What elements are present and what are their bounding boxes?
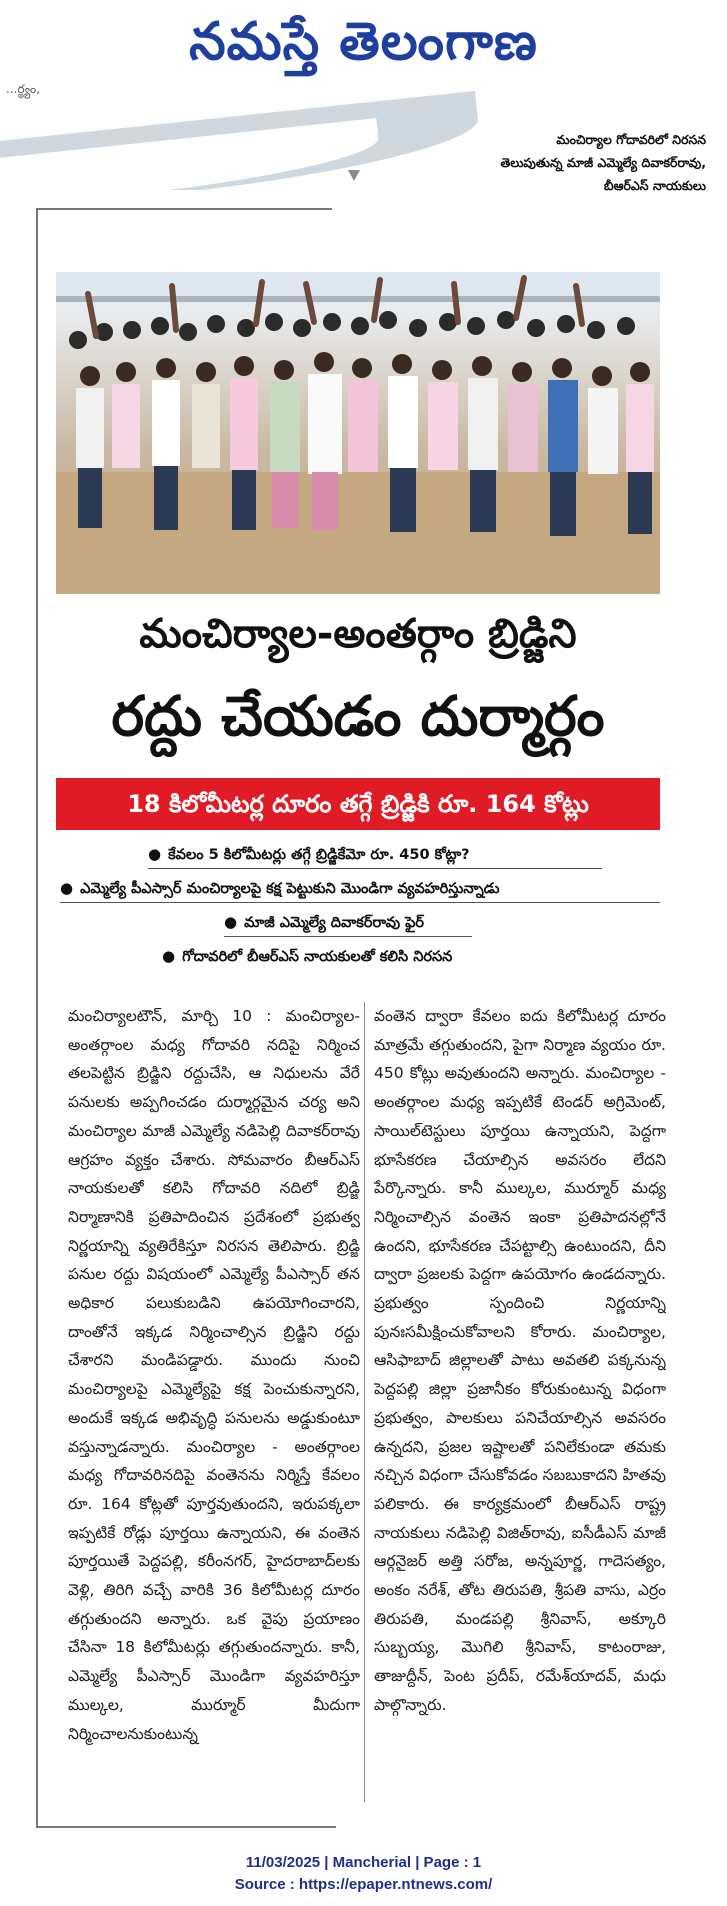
bullet-text: మాజీ ఎమ్మెల్యే దివాకర్‌రావు ఫైర్: [244, 915, 425, 931]
bullet-dot-icon: ●: [60, 879, 74, 897]
photo-caption: [376, 128, 706, 197]
article-column-1: మంచిర్యాలటౌన్, మార్చి 10 : మంచిర్యాల-అంతర్గాంల మధ్య గోదావరి నదిపై నిర్మించ తలపెట్టిన బ్రిడ్జిని రద్దుచేసి, ఆ నిధులను వేరే పనులకు అప్పగించడం దుర్మార్గమైన చర్య అని మంచిర్యాల మాజీ ఎమ్మెల్యే నడిపెల్లి దివాకర్‌రావు ఆగ్రహం వ్యక్తం చేశారు. సోమవారం బీఆర్‌ఎస్ నాయకులతో కలిసి గోదావరి నదిలో బ్రిడ్జి నిర్మాణానికి ప్రతిపాదించిన ప్రదేశంలో ప్రభుత్వ నిర్ణయాన్ని వ్యతిరేకిస్తూ నిరసన తెలిపారు. బ్రిడ్జి పనుల రద్దు విషయంలో ఎమ్మెల్యే పీఎస్సార్ తన అధికార పలుకుబడిని ఉపయోగించారని, దాంతోనే ఇక్కడ నిర్మించాల్సిన బ్రిడ్జిని రద్దు చేశారని మండిపడ్డారు. ముందు నుంచి మంచిర్యాలపై ఎమ్మెల్యేపై కక్ష పెంచుకున్నారని, అందుకే ఇక్కడ అభివృద్ధి పనులను అడ్డుకుంటూ వస్తున్నాడన్నారు. మంచిర్యాల - అంతర్గాంల మధ్య గోదావరినదిపై వంతెనను నిర్మిస్తే కేవలం రూ. 164 కోట్లతో పూర్తవుతుందని, ఇరుపక్కలా ఇప్పటికే రోడ్లు పూర్తయి ఉన్నాయని, ఈ వంతెన పూర్తయితే పెద్దపల్లి, కరీంనగర్, హైదరాబాద్‌లకు వెళ్లి, తిరిగి వచ్చే వారికి 36 కిలోమీటర్ల దూరం తగ్గుతుందని అన్నారు. ఒక వైపు ప్రయాణం చేసినా 18 కిలోమీటర్లు తగ్గుతుందన్నారు. కానీ, ఎమ్మెల్యే పీఎస్సార్ మొండిగా వ్యవహరిస్తూ ముల్కల, ముర్మూర్ మీదుగా నిర్మించాలనుకుంటున్న: [68, 1007, 360, 1743]
footer-date-edition: 11/03/2025 | Mancherial | Page : 1: [245, 1854, 482, 1871]
bullet-underline: [148, 868, 602, 869]
bullet-dot-icon: ●: [162, 947, 176, 965]
headline-line-1: మంచిర్యాల-అంతర్గాం బ్రిడ్జిని: [139, 611, 577, 657]
bullet-text: కేవలం 5 కిలోమీటర్లు తగ్గే బ్రిడ్జికేమో రూ. 450 కోట్లా?: [168, 847, 470, 863]
bullet-underline: [224, 936, 472, 937]
subheadline-banner: 18 కిలోమీటర్ల దూరం తగ్గే బ్రిడ్జికి రూ. 164 కోట్లు: [56, 778, 660, 830]
photo-caption-line: తెలుపుతున్న మాజీ ఎమ్మెల్యే దివాకర్‌రావు,: [500, 155, 706, 170]
bullet-point: [224, 910, 424, 935]
newspaper-title: నమస్తే తెలంగాణ: [189, 12, 538, 72]
caption-pointer-icon: [348, 170, 360, 181]
bullet-point: [162, 944, 452, 969]
bullet-dot-icon: ●: [148, 845, 162, 863]
photo-caption-line: మంచిర్యాల గోదావరిలో నిరసన: [556, 132, 706, 147]
article-column-2: వంతెన ద్వారా కేవలం ఐదు కిలోమీటర్ల దూరం మాత్రమే తగ్గుతుందని, పైగా నిర్మాణ వ్యయం రూ. 450 కోట్లు అవుతుందని అన్నారు. మంచిర్యాల - అంతర్గాంల మధ్య ఇప్పటికే టెండర్ అగ్రిమెంట్, సాయిల్‌టెస్టులు పూర్తయి ఉన్నాయని, పెద్దగా భూసేకరణ చేయాల్సిన అవసరం లేదని పేర్కొన్నారు. కానీ ముల్కల, ముర్మూర్ మధ్య నిర్మించాల్సిన వంతెన ఇంకా ప్రతిపాదనల్లోనే ఉందని, భూసేకరణ చేపట్టాల్సి ఉంటుందని, దీని ద్వారా ప్రజలకు పెద్దగా ఉపయోగం ఉండదన్నారు. ప్రభుత్వం స్పందించి నిర్ణయాన్ని పునఃసమీక్షించుకోవాలని కోరారు. మంచిర్యాల, ఆసిఫాబాద్ జిల్లాలతో పాటు అవతలి పక్కనున్న పెద్దపల్లి జిల్లా ప్రజానీకం కోరుకుంటున్న విధంగా ప్రభుత్వం, పాలకులు పనిచేయాల్సిన అవసరం ఉన్నదని, ప్రజల ఇష్టాలతో పనిలేకుండా తమకు నచ్చిన విధంగా చేసుకోవడం సబబుకాదని హితవు పలికారు. ఈ కార్యక్రమంలో బీఆర్‌ఎస్ రాష్ట్ర నాయకులు నడిపెల్లి విజిత్‌రావు, ఐసీడీఎస్ మాజీ ఆర్గనైజర్ అత్తి సరోజ, అన్నపూర్ణ, గాదెసత్యం, అంకం నరేశ్, తోట తిరుపతి, శ్రీపతి వాసు, ఎర్రం తిరుపతి, మండపల్లి శ్రీనివాస్, అక్కూరి సుబ్బయ్య, మొగిలి శ్రీనివాస్, కాటంరాజు, తాజుద్దీన్, పెంట ప్రదీప్, రమేశ్‌యాదవ్, మధు పాల్గొన్నారు.: [374, 1007, 666, 1714]
article-frame-top: [36, 208, 332, 210]
bullet-dot-icon: ●: [224, 913, 238, 931]
bullet-underline: [60, 902, 660, 903]
headline-line-2: రద్దు చేయడం దుర్మార్గం: [111, 684, 605, 748]
bullet-text: గోదావరిలో బీఆర్‌ఎస్ నాయకులతో కలిసి నిరసన: [182, 949, 453, 965]
bullet-text: ఎమ్మెల్యే పీఎస్సార్ మంచిర్యాలపై కక్ష పెట్టుకుని మొండిగా వ్యవహరిస్తున్నాడు: [80, 881, 500, 897]
column-divider: [364, 1002, 365, 1802]
footer-source-link[interactable]: Source : https://epaper.ntnews.com/: [234, 1876, 493, 1893]
bullet-point: [60, 876, 500, 901]
article-frame-bottom: [36, 1826, 336, 1828]
article-frame-left: [36, 208, 38, 1828]
protest-photo: [56, 272, 660, 594]
photo-caption-line: బీఆర్‌ఎస్ నాయకులు: [603, 178, 706, 193]
bullet-point: [148, 842, 470, 867]
clipped-corner-text: ...ర్థ్యం,: [6, 82, 40, 96]
protest-photo-illustration: [56, 272, 660, 594]
